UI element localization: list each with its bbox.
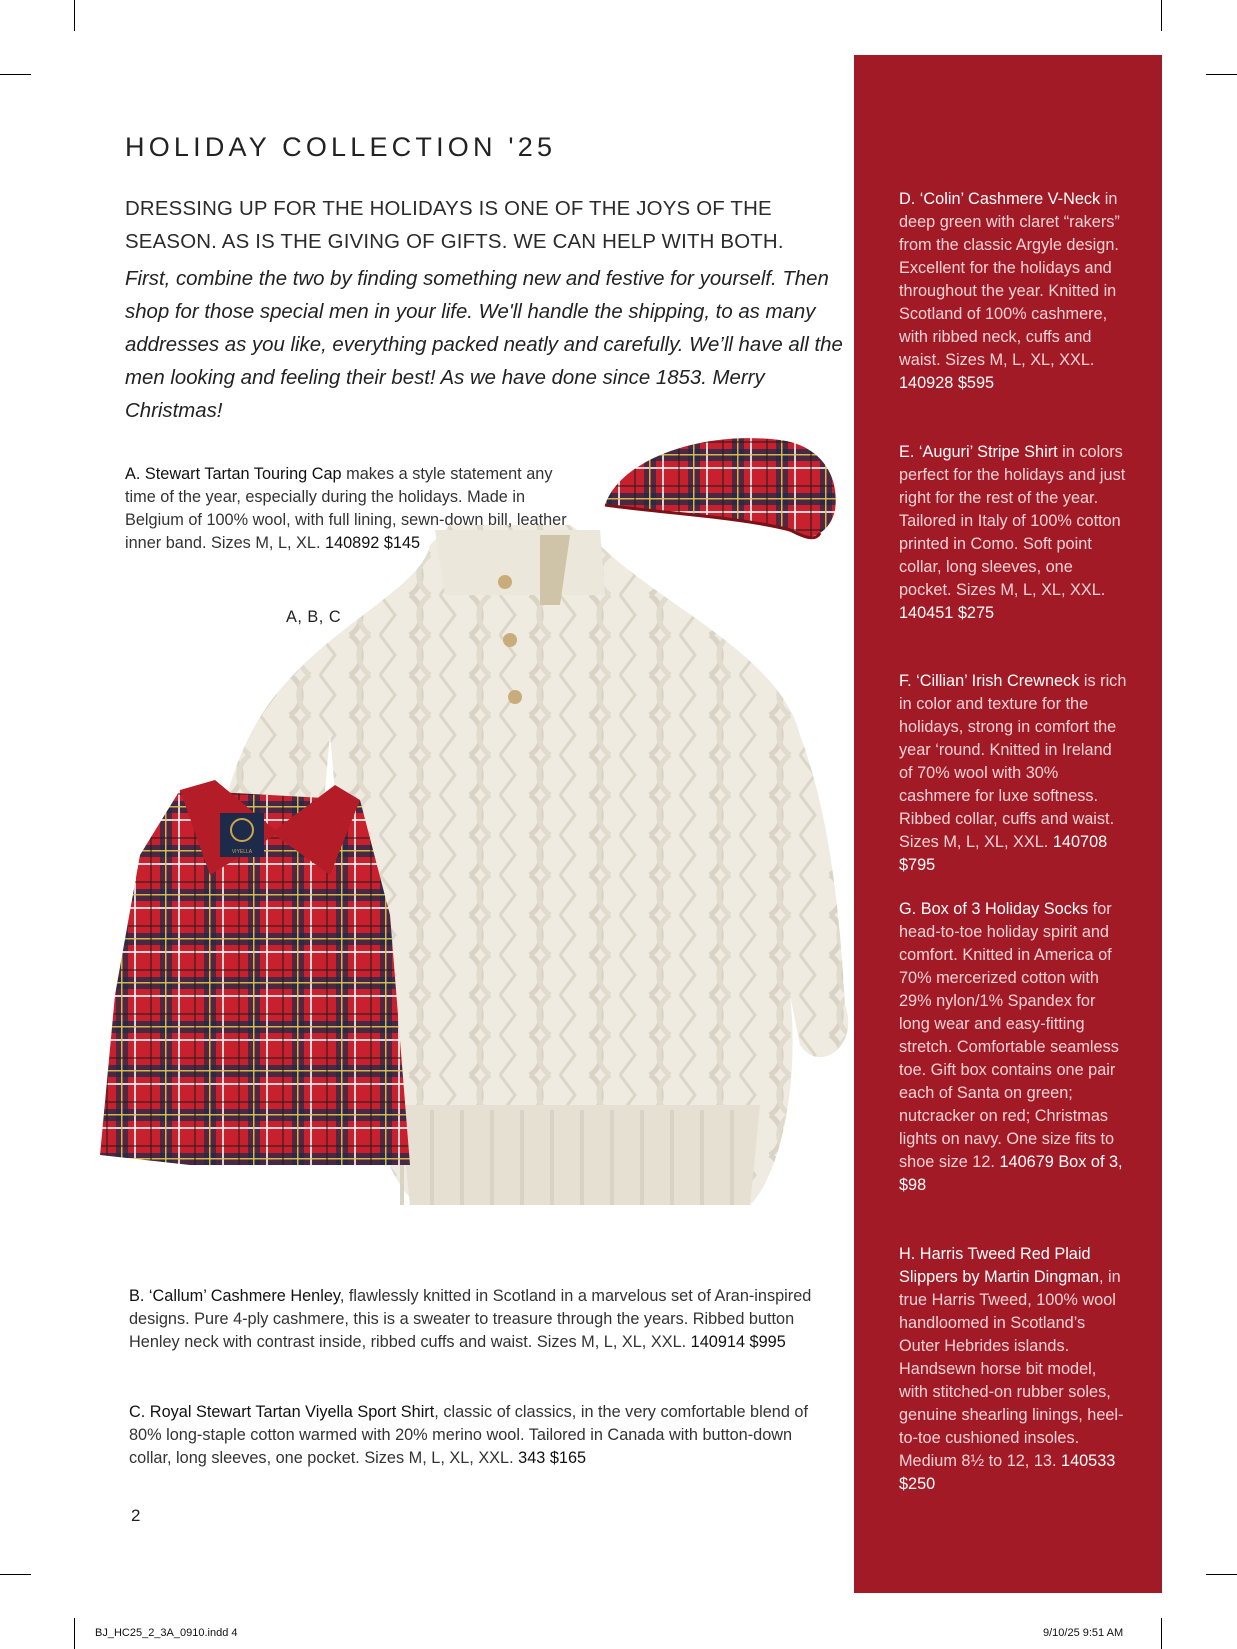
crop-mark [74,0,75,31]
intro-paragraph: First, combine the two by finding something new and festive for yourself. Then shop for those special men in your life. We'll handle the shipping, to as many addresses as you like, everything packed neatly and carefully. We’ll have all the men looking and feeling their best! As we have done since 1853. Merry Christmas! [125,268,843,422]
product-details: , flawlessly knitted in Scotland in a marvelous set of Aran-inspired designs. Pure 4-ply cashmere, this is a sweater to treasure through the years. Ribbed button Henley neck with contrast inside, ribbed cuffs and waist. Sizes M, L, XL, XXL. [129,1287,812,1351]
product-sku-price: 140892 $145 [325,534,421,552]
crop-mark [74,1618,75,1649]
product-name: H. Harris Tweed Red Plaid Slippers by Martin Dingman [899,1245,1099,1286]
product-details: in colors perfect for the holidays and just right for the rest of the year. Tailored in Italy of 100% cotton printed in Como. Soft point collar, long sleeves, one pocket. Sizes M, L, XL, XXL. [899,443,1126,599]
red-sidebar [854,55,1162,1593]
product-sku-price: 140533 $250 [899,1452,1116,1493]
product-a-description [125,463,585,555]
tartan-cap [605,438,836,538]
tartan-shirt [100,780,410,1165]
product-b-description [129,1285,819,1354]
crop-mark [1161,0,1162,31]
product-name: B. ‘Callum’ Cashmere Henley [129,1287,340,1305]
product-sku-price: 140451 $275 [899,604,995,622]
print-slug-filename: BJ_HC25_2_3A_0910.indd 4 [95,1627,238,1639]
product-sku-price: 343 $165 [518,1449,587,1467]
product-sku-price: 140928 $595 [899,374,995,392]
product-sku-price: 140679 Box of 3, $98 [899,1153,1123,1194]
product-details: for head-to-toe holiday spirit and comfort. Knitted in America of 70% mercerized cotton with 29% nylon/1% Spandex for long wear and easy-fitting stretch. Comfortable seamless toe. Gift box contains one pair each of Santa on green; nutcracker on red; Christmas lights on navy. One size fits to shoe size 12. [899,900,1119,1171]
product-name: C. Royal Stewart Tartan Viyella Sport Shirt [129,1403,435,1421]
product-details: makes a style statement any time of the year, especially during the holidays. Made in Belgium of 100% wool, with full lining, sewn-down bill, leather inner band. Sizes M, L, XL. [125,465,567,552]
product-e-description [899,441,1129,625]
shirt-label: VIYELLA [231,849,253,855]
crop-mark [1206,1574,1237,1575]
page-title: HOLIDAY COLLECTION '25 [125,132,557,162]
print-slug-date: 9/10/25 9:51 AM [1043,1627,1124,1639]
crop-mark [0,74,31,75]
product-sku-price: 140708 $795 [899,833,1108,874]
product-photo [100,435,860,1265]
product-h-description [899,1243,1129,1496]
product-sku-price: 140914 $995 [690,1333,786,1351]
crop-mark [1161,1618,1162,1649]
product-details: is rich in color and texture for the holidays, strong in comfort the year ‘round. Knitted in Ireland of 70% wool with 30% cashmere for luxe softness. Ribbed collar, cuffs and waist. Sizes M, L, XL, XXL. [899,672,1127,851]
product-name: E. ‘Auguri’ Stripe Shirt [899,443,1058,461]
crop-mark [0,1574,31,1575]
page-number: 2 [131,1506,141,1525]
product-name: D. ‘Colin’ Cashmere V-Neck [899,190,1101,208]
product-d-description [899,188,1129,395]
product-name: A. Stewart Tartan Touring Cap [125,465,342,483]
product-details: , classic of classics, in the very comfortable blend of 80% long-staple cotton warmed with 20% merino wool. Tailored in Canada with button-down collar, long sleeves, one pocket. Sizes M, L, XL, XXL. [129,1403,808,1467]
product-details: in deep green with claret “rakers” from the classic Argyle design. Excellent for the holidays and throughout the year. Knitted in Scotland of 100% cashmere, with ribbed neck, cuffs and waist. Sizes M, L, XL, XXL. [899,190,1120,369]
intro-headline: DRESSING UP FOR THE HOLIDAYS IS ONE OF THE JOYS OF THE SEASON. AS IS THE GIVING OF GIFTS. WE CAN HELP WITH BOTH. [125,198,784,253]
product-name: G. Box of 3 Holiday Socks [899,900,1089,918]
product-g-description [899,898,1129,1197]
photo-label: A, B, C [286,608,342,626]
product-c-description [129,1401,829,1470]
crop-mark [1206,74,1237,75]
product-f-description [899,670,1129,877]
product-details: , in true Harris Tweed, 100% wool handloomed in Scotland’s Outer Hebrides islands. Handsewn horse bit model, with stitched-on rubber soles, genuine shearling linings, heel-to-toe cushioned insoles. Medium 8½ to 12, 13. [899,1268,1124,1470]
product-name: F. ‘Cillian’ Irish Crewneck [899,672,1080,690]
